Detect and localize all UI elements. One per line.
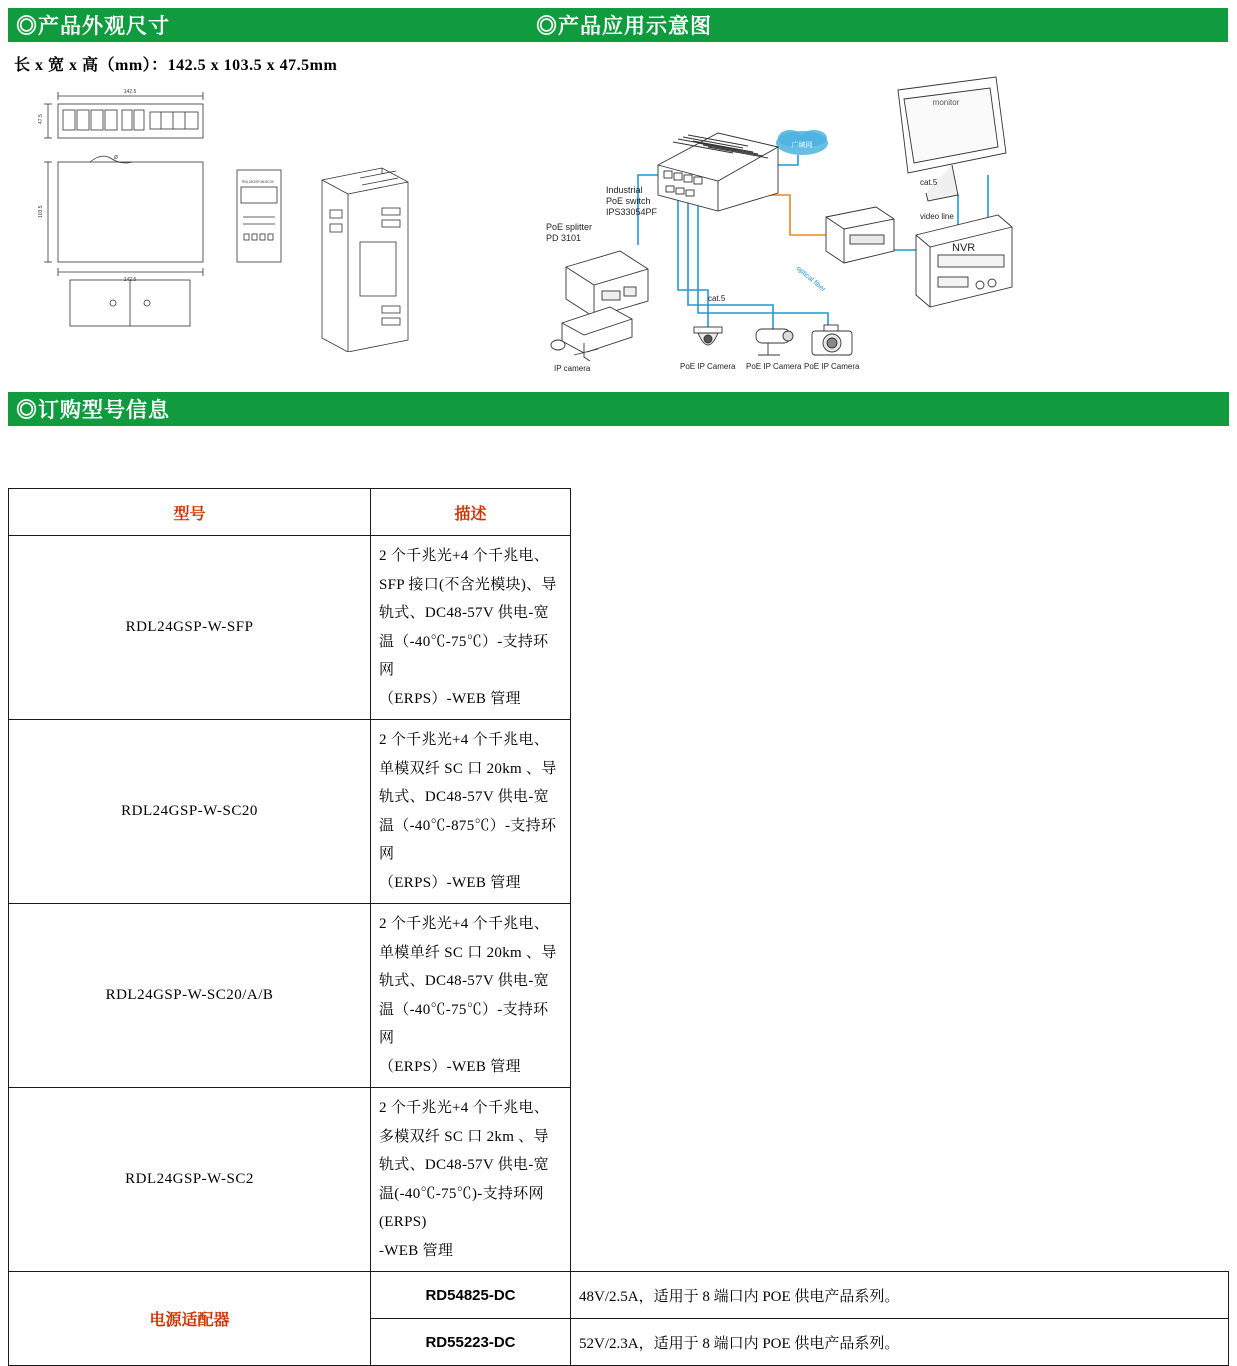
desc-line-1: 2 个千兆光+4 个千兆电、单模单纤 SC 口 20km 、导轨式、DC48-57V 供电-宽温（-40℃-75℃）-支持环网 xyxy=(379,916,557,1046)
switch-label-line3: IPS33054PF xyxy=(606,207,658,217)
model-description xyxy=(371,904,571,1088)
table-row xyxy=(9,536,1229,720)
drawing-label-depth: Ø xyxy=(114,155,118,161)
application-diagram-svg xyxy=(528,55,1228,375)
model-name: RDL24GSP-W-SC20/A/B xyxy=(9,904,371,1088)
model-description xyxy=(371,536,571,720)
cloud-icon xyxy=(776,130,828,155)
table-row-adapter xyxy=(9,1272,1229,1319)
adapter-description: 52V/2.3A，适用于 8 端口内 POE 供电产品系列。 xyxy=(571,1319,1229,1366)
monitor-label: monitor xyxy=(932,98,960,107)
drawing-label-side-height: 47.5 xyxy=(38,114,44,124)
section-title-appearance: ◎产品外观尺寸 xyxy=(16,15,170,38)
switch-label-line2: PoE switch xyxy=(606,196,651,206)
splitter-label-line2: PD 3101 xyxy=(546,233,582,243)
adapter-model: RD55223-DC xyxy=(371,1319,571,1366)
model-name: RDL24GSP-W-SC2 xyxy=(9,1088,371,1272)
poe-camera-1-label: PoE IP Camera xyxy=(680,362,736,371)
mechanical-drawing-svg xyxy=(30,82,500,352)
model-description xyxy=(371,1088,571,1272)
order-model-table xyxy=(8,488,1229,1366)
drawing-label-front-height: 103.5 xyxy=(38,205,44,218)
table-header-desc: 描述 xyxy=(371,489,571,536)
table-row xyxy=(9,1088,1229,1272)
desc-line-2: -WEB 管理 xyxy=(379,1242,454,1259)
model-name: RDL24GSP-W-SFP xyxy=(9,536,371,720)
desc-line-2: （ERPS）-WEB 管理 xyxy=(379,1058,521,1075)
desc-line-1: 2 个千兆光+4 个千兆电、多模双纤 SC 口 2km 、导轨式、DC48-57V 供电-宽温(-40℃-75℃)-支持环网(ERPS) xyxy=(379,1100,550,1230)
section-header-appearance xyxy=(8,8,528,42)
adapter-description: 48V/2.5A，适用于 8 端口内 POE 供电产品系列。 xyxy=(571,1272,1229,1319)
poe-camera-3-label: PoE IP Camera xyxy=(804,362,860,371)
adapter-group-label: 电源适配器 xyxy=(9,1272,371,1366)
cat5-label-a: cat.5 xyxy=(708,294,726,303)
section-title-order: ◎订购型号信息 xyxy=(16,399,170,422)
poe-camera-2-label: PoE IP Camera xyxy=(746,362,802,371)
drawing-label-bottom-width: 142.5 xyxy=(123,277,137,283)
cat5-label-b: cat.5 xyxy=(920,178,938,187)
desc-line-1: 2 个千兆光+4 个千兆电、单模双纤 SC 口 20km 、导轨式、DC48-57V 供电-宽温（-40℃-875℃）-支持环网 xyxy=(379,732,557,862)
table-header-row xyxy=(9,489,1229,536)
adapter-model: RD54825-DC xyxy=(371,1272,571,1319)
dimension-line: 长 x 宽 x 高（mm）：142.5 x 103.5 x 47.5mm xyxy=(14,57,338,74)
section-title-application: ◎产品应用示意图 xyxy=(536,15,712,38)
section-header-application xyxy=(528,8,1228,42)
drawing-label-panel-text: RDL24GSP-W-SC20 xyxy=(242,180,274,184)
desc-line-2: （ERPS）-WEB 管理 xyxy=(379,874,521,891)
model-description xyxy=(371,720,571,904)
cloud-label: 广域网 xyxy=(791,142,813,149)
video-line-label: video line xyxy=(920,212,954,221)
fiber-line-label: optical fiber xyxy=(794,265,827,294)
splitter-label-line1: PoE splitter xyxy=(546,222,593,232)
desc-line-1: 2 个千兆光+4 个千兆电、SFP 接口(不含光模块)、导轨式、DC48-57V 供电-宽温（-40℃-75℃）-支持环网 xyxy=(379,548,557,678)
ip-camera-label: IP camera xyxy=(554,364,591,373)
mechanical-drawing xyxy=(30,82,500,352)
application-diagram xyxy=(528,55,1228,375)
nvr-label: NVR xyxy=(952,242,976,254)
drawing-label-top-width: 142.5 xyxy=(123,89,137,95)
desc-line-2: （ERPS）-WEB 管理 xyxy=(379,690,521,707)
switch-label-line1: Industrial xyxy=(606,185,643,195)
table-header-model: 型号 xyxy=(9,489,371,536)
table-row xyxy=(9,720,1229,904)
table-row xyxy=(9,904,1229,1088)
section-header-order xyxy=(8,392,1229,426)
model-name: RDL24GSP-W-SC20 xyxy=(9,720,371,904)
